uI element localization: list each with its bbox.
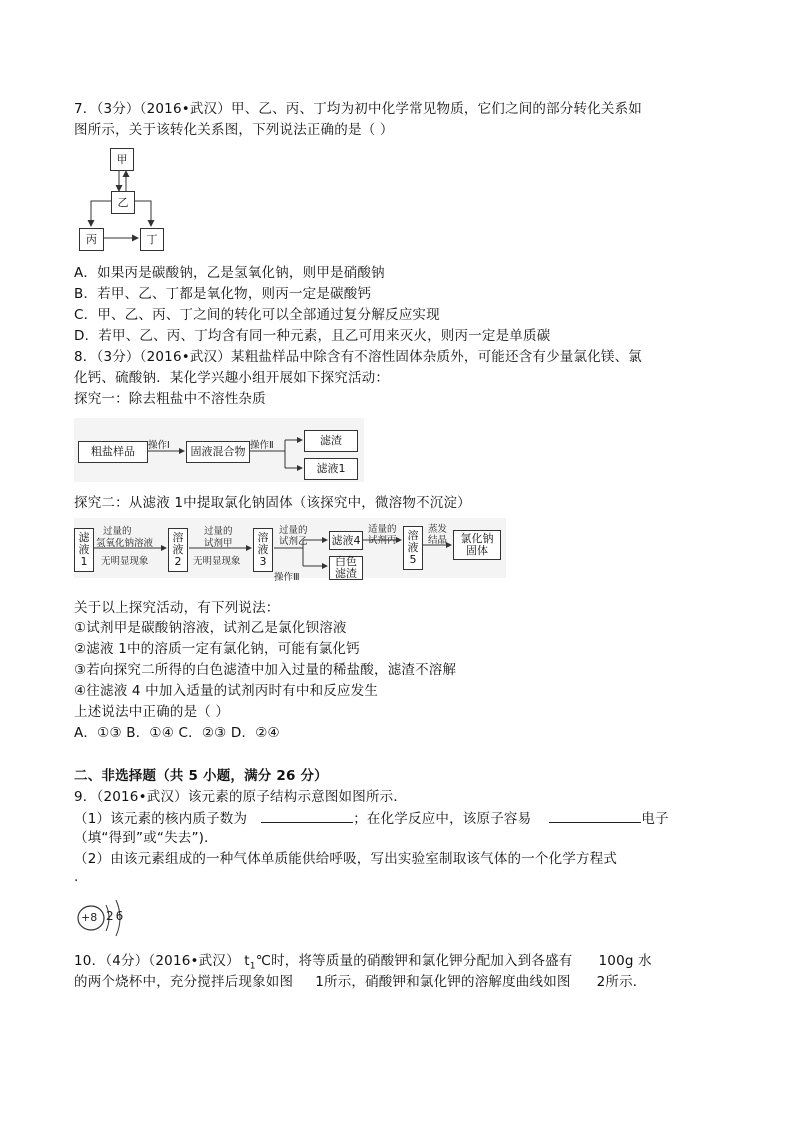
flow2-nacl-line1: 氯化钠 xyxy=(460,532,494,545)
flow2-s2-char3: 2 xyxy=(174,555,182,568)
q9-part1-line2: （填“得到”或“失去”)． xyxy=(74,830,218,846)
q8-stem-line2: 化钙、硫酸钠．某化学兴趣小组开展如下探究活动： xyxy=(74,370,390,386)
flow1-mixture: 固液混合物 xyxy=(186,441,250,463)
q8-statement-2: ②滤液 1中的溶质一定有氯化钠，可能有氯化钙 xyxy=(74,641,360,657)
q9-proton-blank[interactable] xyxy=(261,808,353,823)
flow2-add4-line1: 适量的 xyxy=(368,524,397,535)
flow2-add1-line2: 氢氧化钠溶液 xyxy=(96,538,154,549)
node-jia: 甲 xyxy=(110,148,134,171)
atom-nucleus: +8 xyxy=(81,911,98,924)
q7-option-d: D．若甲、乙、丙、丁均含有同一种元素，且乙可用来灭火，则丙一定是单质碳 xyxy=(74,328,551,344)
flow2-add2-line1: 过量的 xyxy=(204,526,233,537)
q7-option-a: A．如果丙是碳酸钠，乙是氢氧化钠，则甲是硝酸钠 xyxy=(74,265,385,281)
flow2-filtrate1-box xyxy=(74,528,94,572)
q7-stem-line2: 图所示，关于该转化关系图，下列说法正确的是（ ） xyxy=(74,122,394,138)
q9-part1-line1 xyxy=(74,808,669,829)
flow2-op3: 操作Ⅲ xyxy=(274,572,300,583)
q8-choices: A．①③ B．①④ C．②③ D．②④ xyxy=(74,725,280,741)
flow2-obs2: 无明显现象 xyxy=(193,556,241,567)
q9-stem: 9．（2016•武汉）该元素的原子结构示意图如图所示． xyxy=(74,789,408,805)
q10-line2-a: 的两个烧杯中，充分搅拌后现象如图 xyxy=(74,974,294,990)
flow2-white-residue-box xyxy=(329,556,363,580)
q8-explore1-title: 探究一：除去粗盐中不溶性杂质 xyxy=(74,391,266,407)
q10-line1-a: 10．（4分）（2016•武汉） t xyxy=(74,953,250,969)
flow2-f1-char2: 液 xyxy=(78,543,90,556)
q9-electron-blank[interactable] xyxy=(549,808,641,823)
q10-line2-c: 2所示． xyxy=(596,974,647,990)
q9-part2-end-dot: . xyxy=(74,869,79,885)
flow2-add3-line2: 试剂乙 xyxy=(279,536,308,547)
flow2-s2-char1: 溶 xyxy=(172,531,184,544)
q8-intro: 关于以上探究活动，有下列说法： xyxy=(74,600,280,616)
q9-part2: （2）由该元素组成的一种气体单质能供给呼吸，写出实验室制取该气体的一个化学方程式 xyxy=(74,851,618,867)
flow1-residue: 滤渣 xyxy=(304,430,358,452)
q9-part1-text-c: 电子 xyxy=(641,811,669,827)
flow2-s5-char2: 液 xyxy=(407,541,419,554)
flow2-obs1: 无明显现象 xyxy=(101,556,149,567)
node-ding: 丁 xyxy=(140,228,164,251)
flow2-s3-char1: 溶 xyxy=(257,531,269,544)
q8-explore2-title: 探究二：从滤液 1中提取氯化钠固体（该探究中，微溶物不沉淀） xyxy=(74,495,471,511)
flow2-add3-line1: 过量的 xyxy=(279,525,308,536)
flow2-solution2-box xyxy=(168,528,188,572)
q7-stem-line1: 7．（3分）（2016•武汉）甲、乙、丙、丁均为初中化学常见物质，它们之间的部分转化关系如 xyxy=(74,101,642,117)
q7-option-c: C．甲、乙、丙、丁之间的转化可以全部通过复分解反应实现 xyxy=(74,307,440,323)
atom-shell-electrons: 26 xyxy=(106,909,126,923)
flow2-nacl-solid-box xyxy=(453,530,501,560)
q8-statement-1: ①试剂甲是碳酸钠溶液，试剂乙是氯化钡溶液 xyxy=(74,620,347,636)
flow2-s5-char3: 5 xyxy=(409,553,417,566)
flow1-filtrate1: 滤液1 xyxy=(304,458,358,480)
q10-line1-c: 100g 水 xyxy=(598,953,652,969)
flow2-add2-line2: 试剂甲 xyxy=(204,538,233,549)
q10-line1-b: ℃时，将等质量的硝酸钾和氯化钾分配加入到各盛有 xyxy=(255,953,573,969)
flow2-white-line2: 滤渣 xyxy=(335,567,357,580)
q10-line2-b: 1所示，硝酸钾和氯化钾的溶解度曲线如图 xyxy=(315,974,571,990)
q10-subscript: 1 xyxy=(249,961,256,972)
flow2-s3-char3: 3 xyxy=(259,555,267,568)
q9-part1-text-a: （1）该元素的核内质子数为 xyxy=(74,811,248,827)
flow2-white-line1: 白色 xyxy=(335,555,357,568)
q8-stem-line1: 8．（3分）（2016•武汉）某粗盐样品中除含有不溶性固体杂质外，可能还含有少量氯化镁、氯 xyxy=(74,349,642,365)
flow2-s3-char2: 液 xyxy=(257,543,269,556)
node-bing: 丙 xyxy=(79,228,104,251)
flow2-f1-char1: 滤 xyxy=(78,531,90,544)
flow2-filtrate4: 滤液4 xyxy=(329,531,363,550)
flow2-add4-line2: 试剂丙 xyxy=(368,535,397,546)
q10-line2 xyxy=(74,972,646,992)
flow2-nacl-line2: 固体 xyxy=(466,544,488,557)
flow2-f1-char3: 1 xyxy=(80,555,88,568)
flow2-add1-line1: 过量的 xyxy=(103,526,132,537)
flow2-s2-char2: 液 xyxy=(172,543,184,556)
section-2-heading: 二、非选择题（共 5 小题，满分 26 分） xyxy=(74,768,328,784)
q8-ask: 上述说法中正确的是（ ） xyxy=(74,704,230,720)
flow1-op2: 操作Ⅱ xyxy=(250,440,274,451)
flow1-op1: 操作Ⅰ xyxy=(148,440,170,451)
flow2-solution5-box xyxy=(403,526,423,570)
q8-statement-3: ③若向探究二所得的白色滤渣中加入过量的稀盐酸，滤渣不溶解 xyxy=(74,662,457,678)
flow2-evap-line1: 蒸发 xyxy=(428,524,448,535)
q8-statement-4: ④往滤液 4 中加入适量的试剂丙时有中和反应发生 xyxy=(74,683,379,699)
flow2-evap-line2: 结晶 xyxy=(428,535,448,546)
flow1-sample: 粗盐样品 xyxy=(78,441,148,463)
flow2-solution3-box xyxy=(253,528,273,572)
q7-option-b: B．若甲、乙、丁都是氧化物，则丙一定是碳酸钙 xyxy=(74,286,372,302)
flow2-s5-char1: 溶 xyxy=(407,529,419,542)
q9-part1-text-b: ；在化学反应中，该原子容易 xyxy=(353,811,532,827)
node-yi: 乙 xyxy=(111,191,135,214)
